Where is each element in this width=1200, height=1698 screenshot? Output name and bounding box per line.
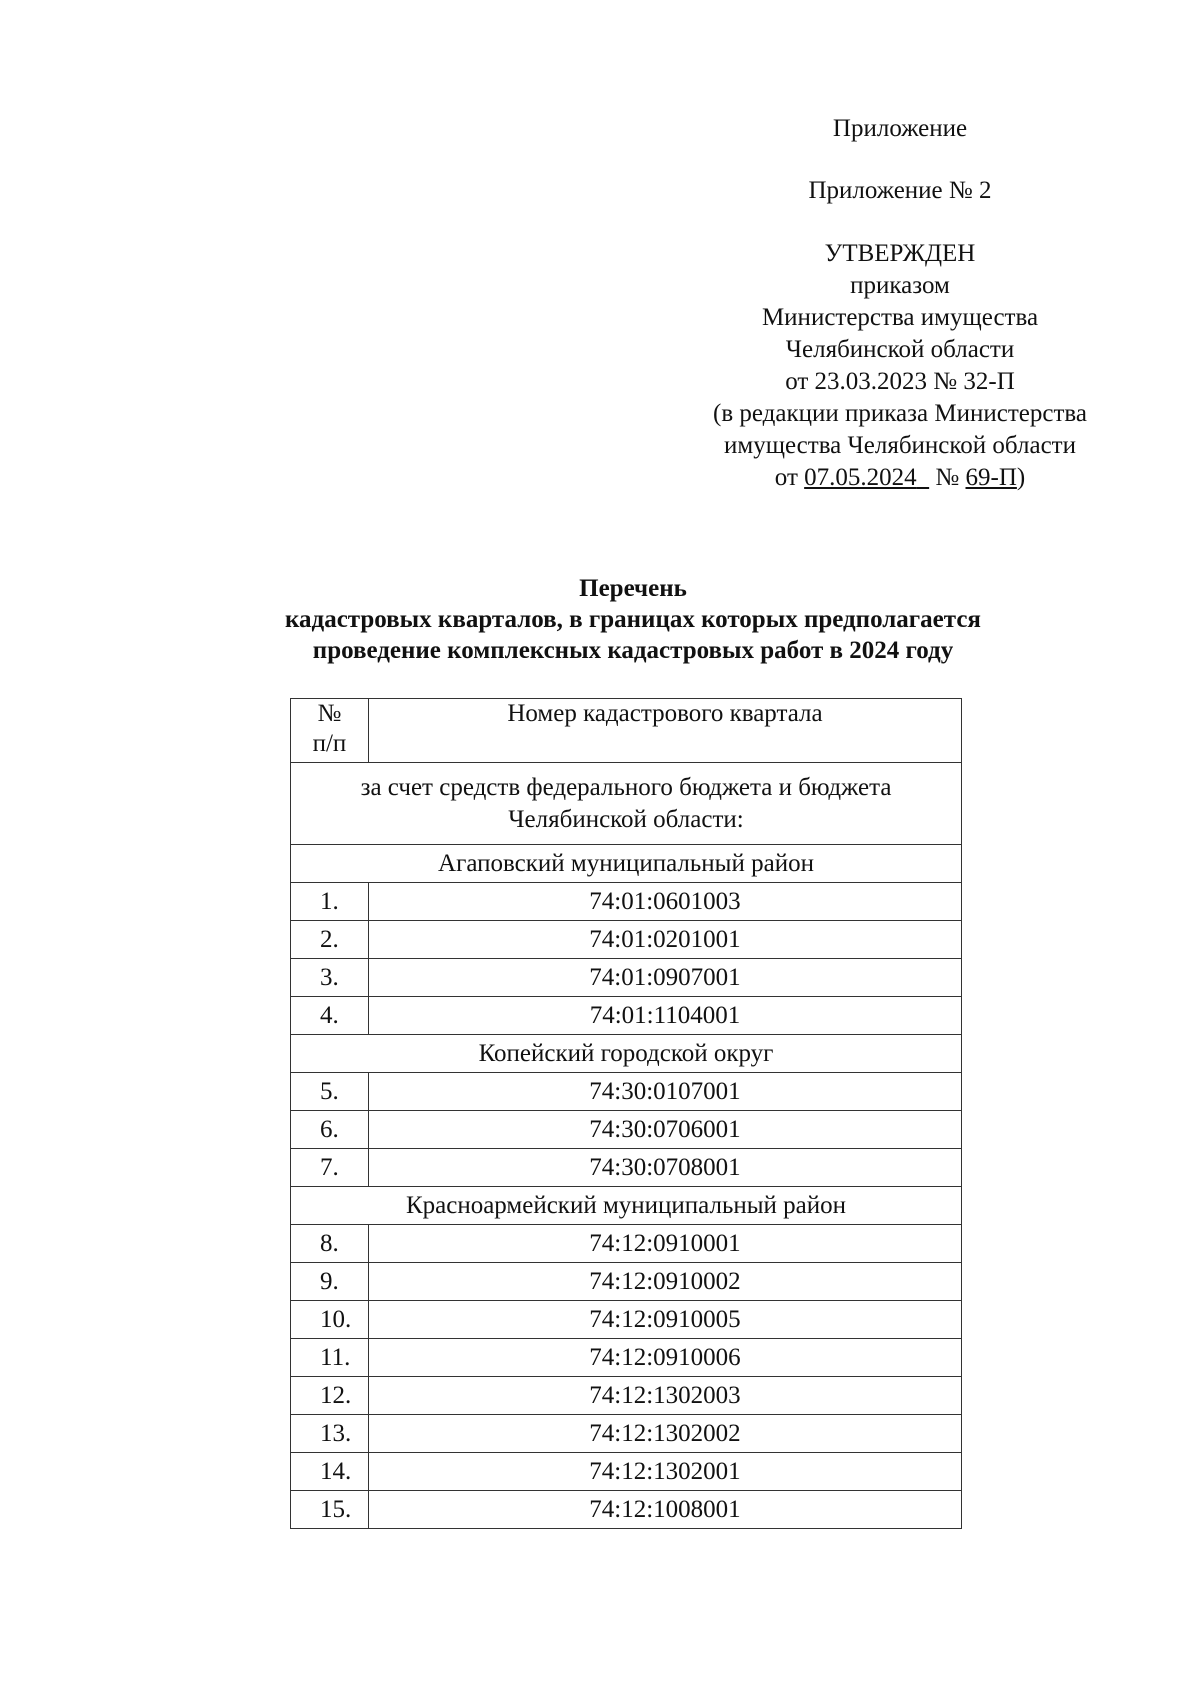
cadastral-quarter-code: 74:01:0201001 [368, 921, 961, 959]
table-row [291, 1073, 962, 1111]
cadastral-quarter-code: 74:30:0107001 [368, 1073, 961, 1111]
cadastral-quarter-code: 74:12:0910002 [368, 1263, 961, 1301]
table-row [291, 1377, 962, 1415]
cadastral-quarter-code: 74:30:0706001 [368, 1111, 961, 1149]
revision-close: ) [1016, 464, 1026, 491]
cadastral-quarter-code: 74:12:1302002 [368, 1415, 961, 1453]
table-row [291, 1149, 962, 1187]
table-row [291, 1339, 962, 1377]
cadastral-quarter-code: 74:01:0907001 [368, 959, 961, 997]
table-row [291, 1225, 962, 1263]
revision-date: 07.05.2024 [804, 464, 917, 491]
table-row [291, 1453, 962, 1491]
row-number: 13. [291, 1415, 369, 1453]
cadastral-quarter-code: 74:12:0910005 [368, 1301, 961, 1339]
title-line-2: кадастровых кварталов, в границах которых предполагается [285, 606, 981, 633]
row-number: 2. [291, 921, 369, 959]
appendix-number: Приложение № 2 [808, 177, 992, 204]
row-number: 5. [291, 1073, 369, 1111]
row-number: 8. [291, 1225, 369, 1263]
cadastral-quarter-code: 74:12:0910001 [368, 1225, 961, 1263]
approved-label: УТВЕРЖДЕН [824, 240, 976, 267]
by-order-label: приказом [850, 272, 950, 299]
row-number: 10. [291, 1301, 369, 1339]
funding-line-1: за счет средств федерального бюджета и бюджета [360, 773, 892, 801]
cadastral-quarter-code: 74:12:1008001 [368, 1491, 961, 1529]
district-row [291, 845, 962, 883]
ministry-name: Министерства имущества [761, 304, 1039, 331]
cadastral-quarter-code: 74:30:0708001 [368, 1149, 961, 1187]
row-number: 12. [291, 1377, 369, 1415]
revision-from: от [774, 464, 798, 491]
table-row [291, 1301, 962, 1339]
district-name: Красноармейский муниципальный район [291, 1187, 962, 1225]
table-row [291, 921, 962, 959]
funding-cell [291, 763, 962, 845]
district-name: Копейский городской округ [291, 1035, 962, 1073]
table-row [291, 883, 962, 921]
title-line-3: проведение комплексных кадастровых работ в 2024 году [312, 637, 954, 664]
table-row [291, 1263, 962, 1301]
table-row [291, 1491, 962, 1529]
region-name: Челябинской области [785, 336, 1015, 363]
funding-row [291, 763, 962, 845]
table-header-row [291, 699, 962, 763]
header-quarter-cell: Номер кадастрового квартала [368, 699, 961, 763]
cadastral-quarter-code: 74:12:1302003 [368, 1377, 961, 1415]
row-number: 6. [291, 1111, 369, 1149]
revision-number-sign: № [935, 464, 960, 491]
revision-line-3 [600, 462, 1200, 494]
order-date: от 23.03.2023 № 32-П [785, 368, 1015, 395]
district-name: Агаповский муниципальный район [291, 845, 962, 883]
row-number: 15. [291, 1491, 369, 1529]
cadastral-quarter-code: 74:01:0601003 [368, 883, 961, 921]
cadastral-quarter-code: 74:12:0910006 [368, 1339, 961, 1377]
row-number: 9. [291, 1263, 369, 1301]
header-number-line-1: № [317, 700, 342, 727]
table-row [291, 997, 962, 1035]
cadastral-quarter-code: 74:12:1302001 [368, 1453, 961, 1491]
document-title [0, 573, 1200, 666]
revision-line-1: (в редакции приказа Министерства [713, 400, 1087, 427]
row-number: 1. [291, 883, 369, 921]
table-row [291, 1111, 962, 1149]
header-number-line-2: п/п [312, 730, 347, 757]
header-number-cell [291, 699, 369, 763]
district-row [291, 1187, 962, 1225]
cadastral-quarters-table [290, 698, 962, 1529]
table-body [291, 763, 962, 1529]
district-row [291, 1035, 962, 1073]
revision-number: 69-П [965, 464, 1017, 491]
table-row [291, 959, 962, 997]
row-number: 3. [291, 959, 369, 997]
appendix-label: Приложение [832, 115, 968, 142]
row-number: 4. [291, 997, 369, 1035]
title-line-1: Перечень [579, 575, 687, 602]
row-number: 14. [291, 1453, 369, 1491]
cadastral-quarter-code: 74:01:1104001 [368, 997, 961, 1035]
funding-line-2: Челябинской области: [508, 805, 744, 833]
approval-block [600, 113, 1200, 494]
row-number: 11. [291, 1339, 369, 1377]
table-row [291, 1415, 962, 1453]
revision-line-2: имущества Челябинской области [724, 432, 1076, 459]
row-number: 7. [291, 1149, 369, 1187]
